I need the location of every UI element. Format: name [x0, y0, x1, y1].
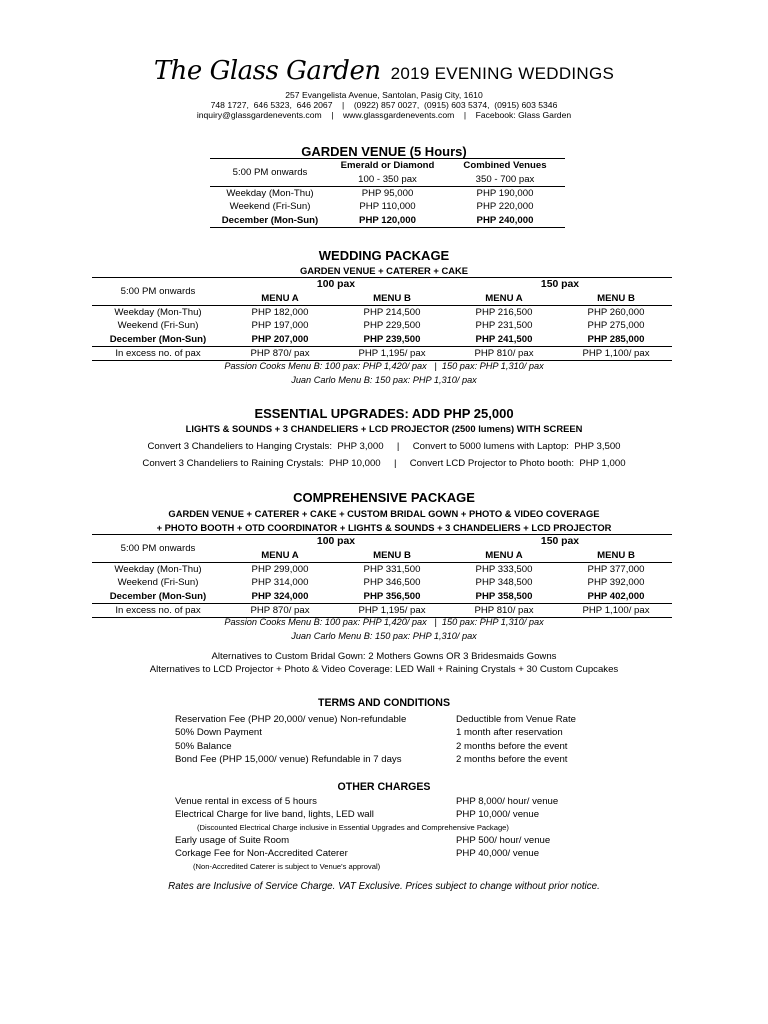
terms-row — [175, 713, 576, 726]
header — [0, 56, 768, 120]
wedding-corner-label: 5:00 PM onwards — [120, 285, 196, 297]
bridal-gown-alternatives: Alternatives to Custom Bridal Gown: 2 Mothers Gowns OR 3 Bridesmaids Gowns — [211, 651, 557, 662]
charge-value: PHP 8,000/ hour/ venue — [456, 796, 559, 807]
menu-header: MENU A — [261, 292, 299, 304]
rate-cell: PHP 1,195/ pax — [358, 605, 426, 617]
charge-label: Early usage of Suite Room — [175, 835, 290, 846]
charge-row — [175, 834, 558, 847]
rate-cell: PHP 346,500 — [363, 577, 421, 589]
essential-upgrades-subtitle: LIGHTS & SOUNDS + 3 CHANDELIERS + LCD PROJECTOR (2500 lumens) WITH SCREEN — [185, 423, 583, 434]
group-150-pax: 150 pax — [540, 536, 580, 548]
charge-label: Corkage Fee for Non-Accredited Caterer — [175, 848, 348, 859]
rate-cell: PHP 231,500 — [475, 320, 533, 332]
glass-garden-logo: The Glass Garden — [153, 56, 381, 86]
rate-cell: PHP 331,500 — [363, 563, 421, 575]
table-row — [92, 576, 672, 589]
rate-cell: PHP 348,500 — [475, 577, 533, 589]
rate-cell: PHP 314,000 — [251, 577, 309, 589]
rate-cell: PHP 241,500 — [475, 333, 533, 345]
terms-list — [175, 713, 576, 767]
rate-cell: PHP 214,500 — [363, 306, 421, 318]
menu-header: MENU B — [597, 549, 635, 561]
juan-carlo-note: Juan Carlo Menu B: 150 pax: PHP 1,310/ pax — [291, 375, 477, 385]
col-combined-pax: 350 - 700 pax — [475, 173, 535, 185]
rate-cell: PHP 207,000 — [251, 333, 309, 345]
row-label: In excess no. of pax — [115, 348, 201, 360]
comprehensive-package-title: COMPREHENSIVE PACKAGE — [293, 490, 475, 505]
rate-cell: PHP 182,000 — [251, 306, 309, 318]
comprehensive-inclusions-2: + PHOTO BOOTH + OTD COORDINATOR + LIGHTS & SOUNDS + 3 CHANDELIERS + LCD PROJECTOR — [156, 522, 612, 533]
term-label: 50% Down Payment — [175, 727, 262, 739]
menu-header: MENU A — [485, 549, 523, 561]
rate-cell: PHP 285,000 — [587, 333, 645, 345]
rate-cell: PHP 1,100/ pax — [582, 605, 650, 617]
rate-cell: PHP 1,195/ pax — [358, 348, 426, 360]
rate-cell: PHP 197,000 — [251, 320, 309, 332]
upgrade-options-line-1: Convert 3 Chandeliers to Hanging Crystals: PHP 3,000 | Convert to 5000 lumens with Laptop: PHP 3,500 — [147, 441, 621, 452]
address: 257 Evangelista Avenue, Santolan, Pasig City, 1610 — [285, 90, 483, 100]
phone-numbers: 748 1727, 646 5323, 646 2067 | (0922) 857 0027, (0915) 603 5374, (0915) 603 5346 — [210, 100, 558, 110]
table-row — [92, 305, 672, 319]
charge-footnote: (Non-Accredited Caterer is subject to Venue's approval) — [193, 862, 381, 871]
row-label: December (Mon-Sun) — [221, 214, 319, 226]
table-row — [92, 346, 672, 360]
charge-value: PHP 10,000/ venue — [456, 809, 540, 820]
lcd-projector-alternatives: Alternatives to LCD Projector + Photo & Video Coverage: LED Wall + Raining Crystals + 30 Custom Cupcakes — [149, 664, 619, 675]
rate-cell: PHP 190,000 — [476, 187, 534, 199]
row-label: In excess no. of pax — [115, 605, 201, 617]
other-charges-title: OTHER CHARGES — [337, 781, 431, 793]
group-100-pax: 100 pax — [316, 536, 356, 548]
other-charges-list — [175, 795, 558, 873]
menu-header: MENU B — [597, 292, 635, 304]
menu-header: MENU A — [485, 292, 523, 304]
term-label: Reservation Fee (PHP 20,000/ venue) Non-refundable — [175, 714, 407, 725]
table-row — [92, 562, 672, 576]
rate-cell: PHP 377,000 — [587, 563, 645, 575]
rate-cell: PHP 220,000 — [476, 201, 534, 213]
wedding-package-title: WEDDING PACKAGE — [318, 248, 450, 263]
term-label: Bond Fee (PHP 15,000/ venue) Refundable in 7 days — [175, 754, 402, 766]
row-label: Weekday (Mon-Thu) — [114, 306, 202, 318]
wedding-package-subtitle: GARDEN VENUE + CATERER + CAKE — [299, 265, 469, 276]
rate-cell: PHP 358,500 — [475, 590, 533, 602]
menu-header: MENU A — [261, 549, 299, 561]
term-value: Deductible from Venue Rate — [456, 714, 576, 725]
rate-cell: PHP 402,000 — [587, 590, 645, 602]
col-emerald-diamond: Emerald or Diamond — [340, 160, 435, 172]
table-row — [92, 590, 672, 604]
rate-cell: PHP 356,500 — [363, 590, 421, 602]
charge-footnote: (Discounted Electrical Charge inclusive in Essential Upgrades and Comprehensive Package) — [197, 823, 509, 832]
essential-upgrades-title: ESSENTIAL UPGRADES: ADD PHP 25,000 — [254, 406, 514, 421]
wedding-package-table — [92, 277, 672, 361]
garden-venue-title: GARDEN VENUE (5 Hours) — [301, 144, 467, 159]
group-100-pax: 100 pax — [316, 279, 356, 291]
charge-value: PHP 500/ hour/ venue — [456, 835, 551, 846]
col-combined-venues: Combined Venues — [463, 160, 547, 172]
term-value: 1 month after reservation — [456, 727, 563, 739]
rate-cell: PHP 1,100/ pax — [582, 348, 650, 360]
row-label: Weekend (Fri-Sun) — [229, 201, 311, 213]
term-value: 2 months before the event — [456, 754, 568, 766]
charge-label: Electrical Charge for live band, lights, LED wall — [175, 809, 374, 820]
row-label: Weekday (Mon-Thu) — [226, 187, 314, 199]
rate-cell: PHP 333,500 — [475, 563, 533, 575]
menu-header: MENU B — [373, 292, 411, 304]
rate-cell: PHP 239,500 — [363, 333, 421, 345]
upgrade-options-line-2: Convert 3 Chandeliers to Raining Crystals: PHP 10,000 | Convert LCD Projector to Photo booth: PHP 1,000 — [142, 458, 626, 469]
rate-cell: PHP 870/ pax — [250, 605, 310, 617]
rate-cell: PHP 299,000 — [251, 563, 309, 575]
rate-cell: PHP 324,000 — [251, 590, 309, 602]
charge-value: PHP 40,000/ venue — [456, 848, 540, 859]
passion-cooks-note: Passion Cooks Menu B: 100 pax: PHP 1,420/ pax | 150 pax: PHP 1,310/ pax — [224, 361, 544, 371]
rate-cell: PHP 95,000 — [361, 187, 414, 199]
charge-row — [175, 795, 558, 808]
rate-cell: PHP 870/ pax — [250, 348, 310, 360]
row-label: December (Mon-Sun) — [109, 333, 207, 345]
group-150-pax: 150 pax — [540, 279, 580, 291]
rate-cell: PHP 392,000 — [587, 577, 645, 589]
term-value: 2 months before the event — [456, 740, 568, 752]
comprehensive-inclusions-1: GARDEN VENUE + CATERER + CAKE + CUSTOM BRIDAL GOWN + PHOTO & VIDEO COVERAGE — [168, 508, 600, 519]
rate-cell: PHP 240,000 — [476, 214, 534, 226]
terms-row — [175, 726, 576, 739]
charge-row — [175, 808, 558, 821]
rate-cell: PHP 110,000 — [359, 201, 416, 213]
event-title: 2019 EVENING WEDDINGS — [390, 64, 615, 83]
comprehensive-package-table — [92, 534, 672, 618]
juan-carlo-note: Juan Carlo Menu B: 150 pax: PHP 1,310/ pax — [291, 631, 477, 641]
rate-cell: PHP 229,500 — [363, 320, 421, 332]
terms-row — [175, 753, 576, 766]
garden-corner-label: 5:00 PM onwards — [232, 166, 308, 178]
rate-cell: PHP 260,000 — [587, 306, 645, 318]
menu-header: MENU B — [373, 549, 411, 561]
contact-info: inquiry@glassgardenevents.com | www.glassgardenevents.com | Facebook: Glass Garden — [196, 110, 572, 120]
row-label: Weekday (Mon-Thu) — [114, 563, 202, 575]
table-row — [92, 319, 672, 332]
rates-disclaimer: Rates are Inclusive of Service Charge. VAT Exclusive. Prices subject to change without prior notice. — [168, 881, 600, 892]
passion-cooks-note: Passion Cooks Menu B: 100 pax: PHP 1,420/ pax | 150 pax: PHP 1,310/ pax — [224, 617, 544, 627]
term-label: 50% Balance — [175, 740, 232, 752]
col-emerald-pax: 100 - 350 pax — [358, 173, 417, 185]
garden-venue-table — [210, 158, 565, 228]
terms-title: TERMS AND CONDITIONS — [317, 697, 451, 709]
row-label: Weekend (Fri-Sun) — [117, 577, 199, 589]
comprehensive-corner-label: 5:00 PM onwards — [120, 542, 196, 554]
terms-row — [175, 740, 576, 753]
row-label: December (Mon-Sun) — [109, 590, 207, 602]
charge-row — [175, 847, 558, 860]
rate-cell: PHP 120,000 — [359, 214, 416, 226]
table-row — [92, 333, 672, 347]
rate-cell: PHP 275,000 — [587, 320, 645, 332]
charge-label: Venue rental in excess of 5 hours — [175, 796, 317, 807]
rate-cell: PHP 216,500 — [475, 306, 533, 318]
rate-cell: PHP 810/ pax — [474, 348, 534, 360]
row-label: Weekend (Fri-Sun) — [117, 320, 199, 332]
table-row — [92, 603, 672, 617]
rate-cell: PHP 810/ pax — [474, 605, 534, 617]
